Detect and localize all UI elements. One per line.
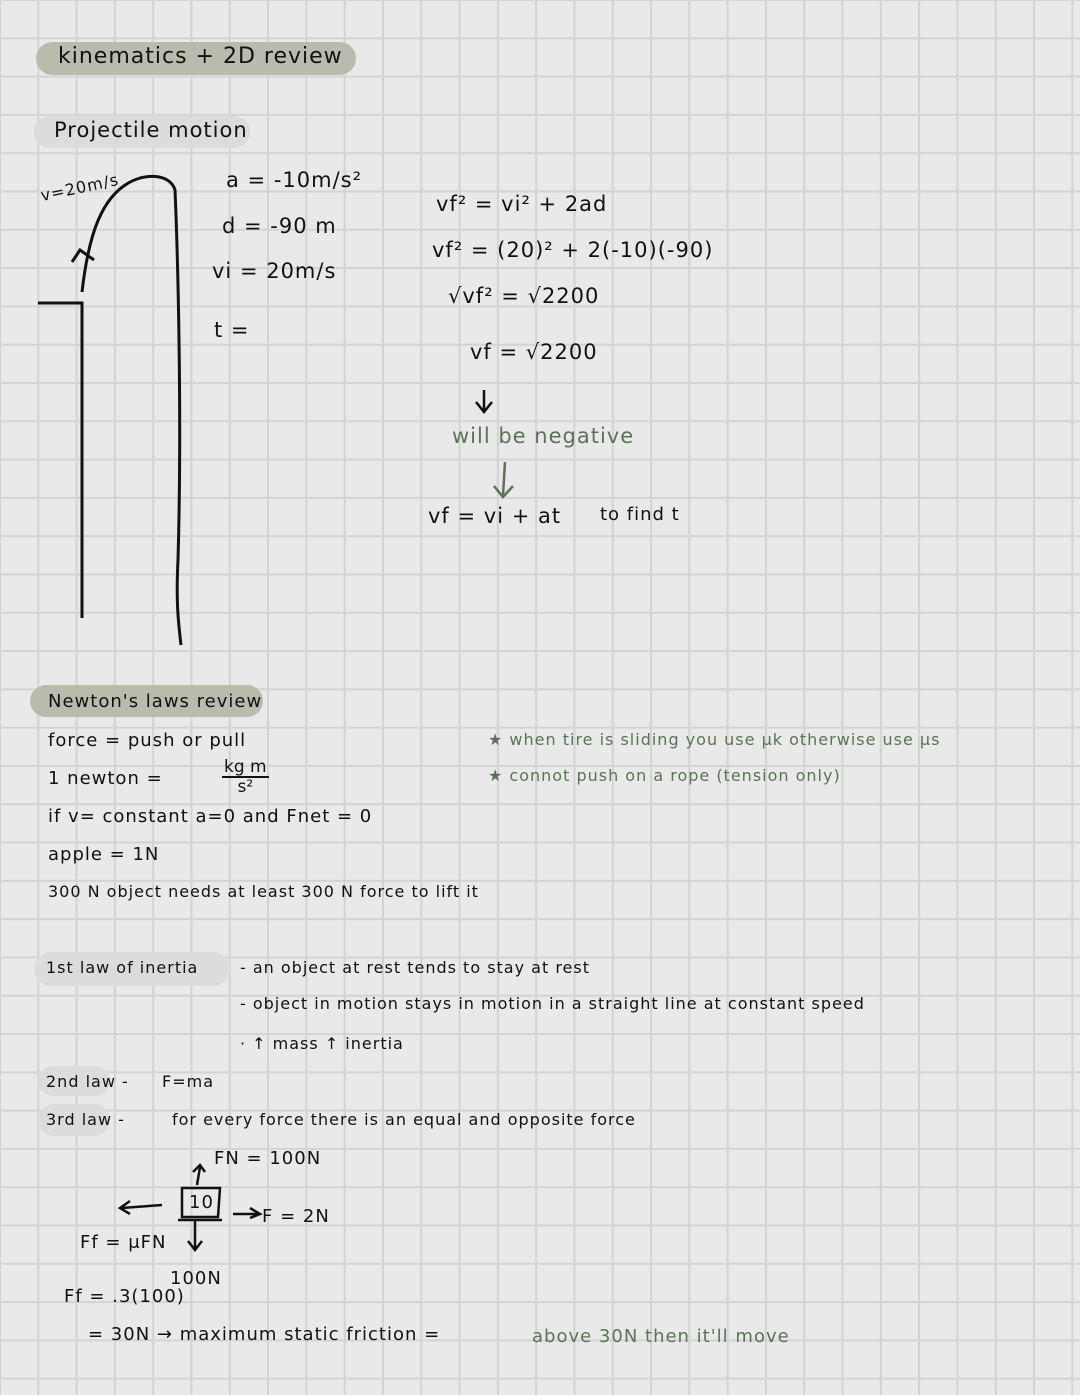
bullet-force: force = push or pull bbox=[48, 730, 247, 751]
velocity-label: v=20m/s bbox=[38, 169, 121, 206]
result-will-move: above 30N then it'll move bbox=[532, 1326, 790, 1347]
first-law-label: 1st law of inertia bbox=[46, 958, 199, 977]
second-law-text: F=ma bbox=[162, 1072, 214, 1091]
given-initial-velocity: vi = 20m/s bbox=[212, 259, 337, 283]
side-note-friction: ★ when tire is sliding you use μk otherwise use μs bbox=[488, 730, 941, 749]
given-acceleration: a = -10m/s² bbox=[226, 168, 363, 192]
given-time: t = bbox=[214, 318, 250, 342]
second-law-label: 2nd law - bbox=[46, 1072, 129, 1091]
fraction-denominator: s² bbox=[237, 777, 254, 797]
section-title-projectile: Projectile motion bbox=[54, 118, 248, 142]
first-law-point-3: · ↑ mass ↑ inertia bbox=[240, 1034, 404, 1053]
fbd-friction-calc: Ff = .3(100) bbox=[64, 1286, 185, 1307]
bullet-apple: apple = 1N bbox=[48, 844, 160, 865]
bullet-newton-unit: 1 newton = bbox=[48, 768, 163, 789]
equation-5: vf = vi + at bbox=[428, 504, 562, 528]
equation-1: vf² = vi² + 2ad bbox=[436, 192, 608, 216]
equation-2: vf² = (20)² + 2(-10)(-90) bbox=[432, 238, 714, 262]
third-law-text: for every force there is an equal and opposite force bbox=[172, 1110, 636, 1129]
first-law-point-2: - object in motion stays in motion in a straight line at constant speed bbox=[240, 994, 865, 1013]
third-law-label: 3rd law - bbox=[46, 1110, 125, 1129]
newton-unit-fraction bbox=[222, 758, 269, 796]
equation-5-note: to find t bbox=[600, 504, 680, 525]
fbd-box-mass: 10 bbox=[189, 1192, 214, 1213]
bullet-constant-velocity: if v= constant a=0 and Fnet = 0 bbox=[48, 806, 373, 827]
section-title-newton: Newton's laws review bbox=[48, 691, 263, 712]
equation-4: vf = √2200 bbox=[470, 340, 598, 364]
fraction-numerator: kg m bbox=[224, 757, 267, 777]
fbd-weight: 100N bbox=[170, 1268, 222, 1289]
side-note-rope: ★ connot push on a rope (tension only) bbox=[488, 766, 841, 785]
result-static-friction: = 30N → maximum static friction = bbox=[88, 1324, 441, 1345]
page-title: kinematics + 2D review bbox=[58, 44, 343, 69]
bullet-300n: 300 N object needs at least 300 N force to lift it bbox=[48, 882, 479, 901]
negative-note: will be negative bbox=[452, 424, 635, 448]
fbd-friction-formula: Ff = μFN bbox=[80, 1232, 167, 1253]
fbd-applied-force: F = 2N bbox=[262, 1206, 330, 1227]
fbd-normal-force: FN = 100N bbox=[214, 1148, 322, 1169]
given-displacement: d = -90 m bbox=[222, 214, 337, 238]
first-law-point-1: - an object at rest tends to stay at rest bbox=[240, 958, 591, 977]
equation-3: √vf² = √2200 bbox=[448, 284, 600, 308]
